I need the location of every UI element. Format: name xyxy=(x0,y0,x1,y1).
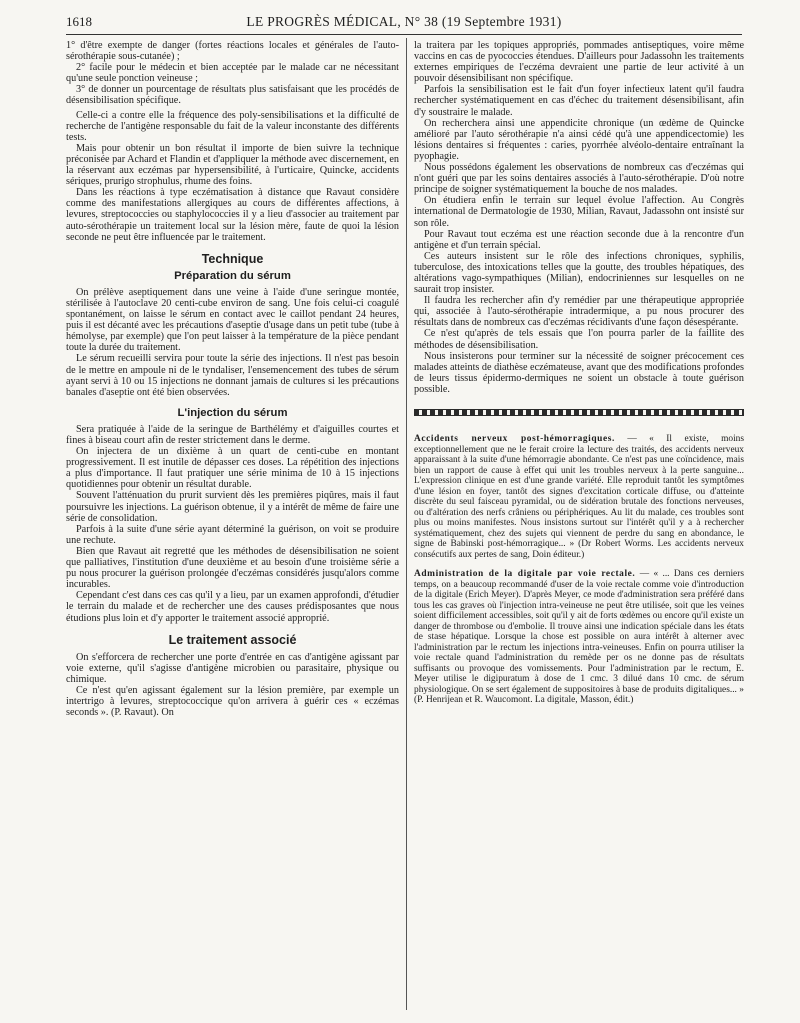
paragraph: Parfois à la suite d'une série ayant déterminé la guérison, on voit se produire une rechute. xyxy=(66,523,399,546)
page-number: 1618 xyxy=(66,14,92,29)
paragraph: 1° d'être exempte de danger (fortes réactions locales et générales de l'auto-sérothérapie sous-cutanée) ; xyxy=(66,40,399,63)
brief-title: Accidents nerveux post-hémorragiques. xyxy=(414,434,615,444)
header-rule xyxy=(66,34,742,35)
brief-post-hemorrhagic xyxy=(414,434,744,560)
paragraph: On recherchera ainsi une appendicite chronique (un œdème de Quincke amélioré par l'auto sérothérapie n'a ainsi cédé qu'à une appendicectomie) les lésions dentaires si fréquentes : caries, pyorrhée alvéolo-dentaire entraînant la pyophagie. xyxy=(414,117,744,162)
paragraph: On étudiera enfin le terrain sur lequel évolue l'affection. Au Congrès international de Dermatologie de 1930, Milian, Ravaut, Jadassohn ont insisté sur son rôle. xyxy=(414,195,744,229)
paragraph: la traitera par les topiques appropriés, pommades antiseptiques, voire même vaccins en cas de pyococcies étendues. D'ailleurs pour Jadassohn les traitements externes empiriques de l'eczéma devraient une partie de leur activité à un pouvoir désensibilisant non spécifique. xyxy=(414,40,744,85)
paragraph: Il faudra les rechercher afin d'y remédier par une thérapeutique appropriée qui, associée à l'auto-sérothérapie intradermique, a pu nous procurer des résultats dans de nombreux cas d'eczémas récidivants d'une façon désespérante. xyxy=(414,295,744,329)
brief-body: — « ... Dans ces derniers temps, on a beaucoup recommandé d'user de la voie rectale comme voie d'introduction de la digitale (Erich Meyer). D'après Meyer, ce mode d'administration sera préféré dans tous les cas graves où l'injection intra-veineuse ne peut être utilisée, soit que les veines soient difficilement accessibles, soit qu'il y ait de forts œdèmes ou encore qu'il existe un danger de thrombose ou d'embolie. Il trouve ainsi une indication spéciale dans les états de stase hépatique. Lorsque la chose est possible on aura intérêt à alterner avec l'administration par le rectum les injections intra-veineuses. Enfin on pourra utiliser la voie rectale quand l'administration du remède per os ne donne pas de résultats suffisants ou provoque des vomissements. Pour l'administration par le rectum, E. Meyer utilise le digipuratum à dose de 1 cmc. 3 dilué dans 10 cmc. de sérum physiologique. On se sert également de suppositoires à base de produits digitaliques... » (P. Henrijean et R. Waucomont. La digitale, Masson, édit.) xyxy=(414,569,744,705)
brief-title: Administration de la digitale par voie rectale. xyxy=(414,569,636,579)
paragraph: Ce n'est qu'après de tels essais que l'on pourra parler de la faillite des méthodes de désensibilisation. xyxy=(414,328,744,351)
paragraph: Nous insisterons pour terminer sur la nécessité de soigner précocement ces malades atteints de diathèse eczémateuse, avant que des modifications profondes de leurs tissus épidermo-dermiques ne soient un obstacle à toute guérison possible. xyxy=(414,350,744,395)
paragraph: Cependant c'est dans ces cas qu'il y a lieu, par un examen approfondi, d'étudier le terrain du malade et de rechercher une des causes prédisposantes que nous étudions plus loin et d'y apporter le traitement associé approprié. xyxy=(66,590,399,624)
running-title: LE PROGRÈS MÉDICAL, N° 38 (19 Septembre 1931) xyxy=(246,14,562,29)
section-heading-traitement: Le traitement associé xyxy=(168,632,297,647)
paragraph: Celle-ci a contre elle la fréquence des poly-sensibilisations et la difficulté de recherche de l'antigène responsable du fait de la valeur inconstante des différents tests. xyxy=(66,109,399,143)
subsection-heading-preparation: Préparation du sérum xyxy=(174,269,291,282)
paragraph: 3° de donner un pourcentage de résultats plus satisfaisant que les procédés de désensibilisation spécifique. xyxy=(66,84,399,107)
paragraph: Ces auteurs insistent sur le rôle des infections chroniques, syphilis, tuberculose, des intoxications telles que la goutte, des troubles hépatiques, des altérations vago-sympathiques (Milian), endocriniennes sur lesquelles on ne saurait trop insister. xyxy=(414,250,744,296)
ornamental-divider xyxy=(414,409,744,416)
brief-body: — « Il existe, moins exceptionnellement que ne le ferait croire la lecture des traités, des accidents nerveux apparaissant à la suite d'une hémorragie abondante. Ce n'est pas une coïncidence, mais bien un rapport de cause à effet qui unit les troubles nerveux à la perte sanguine... L'expression clinique en est d'une grande variété. Elle reproduit tantôt les symptômes d'une lésion en foyer, tantôt des signes d'excitation corticale diffuse, ou d'atteinte discrète du seul faisceau pyramidal, ou de sidération brutale des fonctions nerveuses, ou d'altération des nerfs crâniens ou périphériques. Au lit du malade, ces troubles sont plus ou moins manifestes. Nous insistons surtout sur l'intérêt qu'il y a à rechercher systématiquement, chez des sujets qui viennent de perdre du sang en abondance, le signe de Babinski post-hémorragique... » (Dr Robert Worms. Les accidents nerveux consécutifs aux pertes de sang, Doin éditeur.) xyxy=(414,434,744,560)
paragraph: Pour Ravaut tout eczéma est une réaction seconde due à la rencontre d'un antigène et d'un terrain spécial. xyxy=(414,228,744,251)
paragraph: Dans les réactions à type eczématisation à distance que Ravaut considère comme des manifestations allergiques au cours de différentes affections, à levures, streptococcies ou staphylococcies il y a lieu d'associer au traitement par auto-sérothérapie un traitement local sur la lésion mère, faute de quoi la lésion seconde ne peut être influencée par le traitement. xyxy=(66,187,399,243)
column-separator xyxy=(406,38,407,1010)
brief-digitale xyxy=(414,569,744,706)
right-column xyxy=(414,40,744,1010)
subsection-heading-injection: L'injection du sérum xyxy=(177,406,288,419)
paragraph: Ce n'est qu'en agissant également sur la lésion première, par exemple un intertrigo à levures, streptococcique qu'on arrivera à guérir ces « eczémas seconds ». (P. Ravaut). On xyxy=(66,684,399,719)
paragraph: On prélève aseptiquement dans une veine à l'aide d'une seringue montée, stérilisée à l'autoclave 20 centi-cube environ de sang. Une fois celui-ci coagulé spontanément, on laisse le sérum en contact avec le caillot pendant 24 heures, puis il est décanté avec les précautions d'aseptie d'usage dans un petit tube (tube à hémolyse, par exemple) que l'on peut laisser à la température de la pièce pendant toute la durée du traitement. xyxy=(66,286,399,354)
section-heading-technique: Technique xyxy=(201,251,264,266)
paragraph: Parfois la sensibilisation est le fait d'un foyer infectieux latent qu'il faudra rechercher systématiquement en cas d'échec du traitement désensibilisant, afin d'y soustraire le malade. xyxy=(414,84,744,118)
paragraph: Sera pratiquée à l'aide de la seringue de Barthélémy et d'aiguilles courtes et fines à biseau court afin de rester strictement dans le derme. xyxy=(66,423,399,446)
paragraph: Souvent l'atténuation du prurit survient dès les premières piqûres, mais il faut poursuivre les injections. La guérison obtenue, il y a intérêt de même de faire une série de consolidation. xyxy=(66,490,399,524)
paragraph: On injectera de un dixième à un quart de centi-cube en montant progressivement. Il est inutile de dépasser ces doses. La répétition des injections a plus d'importance. Il faut pratiquer une série minima de 10 à 15 injections quotidiennes pour obtenir un résultat durable. xyxy=(66,446,399,491)
paragraph: On s'efforcera de rechercher une porte d'entrée en cas d'antigène agissant par voie externe, qu'il s'agisse d'antigène microbien ou parasitaire, physique ou chimique. xyxy=(66,651,399,685)
running-head xyxy=(66,14,742,34)
paragraph: Bien que Ravaut ait regretté que les méthodes de désensibilisation ne soient que palliatives, l'institution d'une deuxième et au besoin d'une troisième série a pu nous procurer la guérison prolongée d'eczémas considérés jusqu'alors comme incurables. xyxy=(66,545,399,591)
paragraph: Nous possédons également les observations de nombreux cas d'eczémas qui n'ont guéri que par les soins dentaires associés à l'auto-sérothérapie. D'où notre principe de soigner systématiquement la bouche de nos malades. xyxy=(414,162,744,196)
left-column xyxy=(66,40,399,1010)
paragraph: 2° facile pour le médecin et bien acceptée par le malade car ne nécessitant qu'une seule ponction veineuse ; xyxy=(66,62,399,85)
paragraph: Mais pour obtenir un bon résultat il importe de bien suivre la technique préconisée par Achard et Flandin et d'appliquer la méthode avec discernement, en la réservant aux eczémas par hypersensibilité, à l'urticaire, Quincke, accidents sériques, prurigo strophulus, rhume des foins. xyxy=(66,142,399,188)
paragraph: Le sérum recueilli servira pour toute la série des injections. Il n'est pas besoin de le mettre en ampoule ni de le tyndaliser, l'ensemencement des tubes de sérum ayant servi à 10 ou 15 injections ne donnant jamais de cultures si les précautions banales d'aseptie ont été bien observées. xyxy=(66,353,399,398)
news-briefs xyxy=(414,434,744,706)
